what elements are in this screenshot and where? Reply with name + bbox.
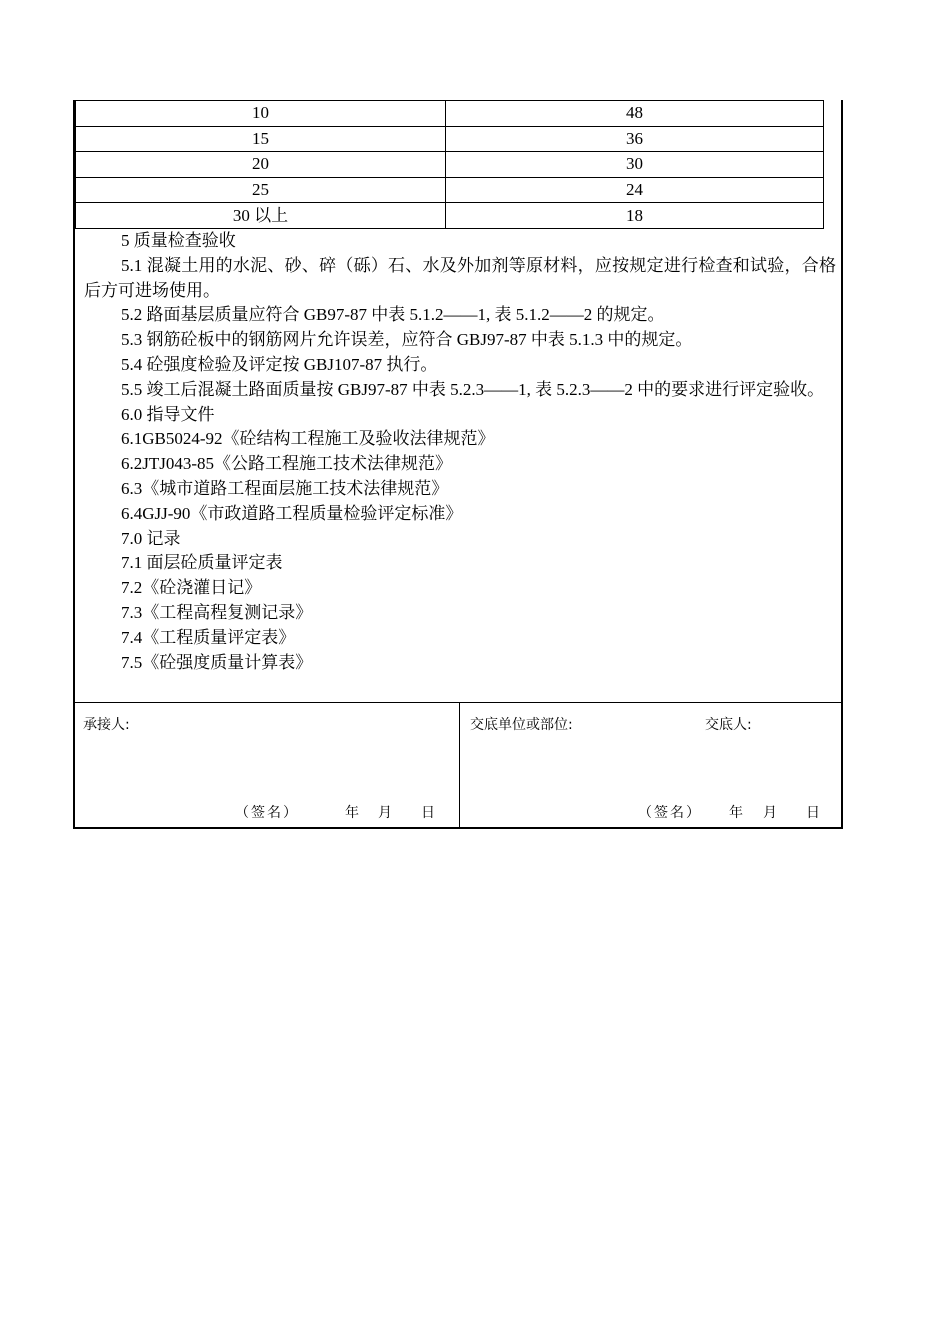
table-cell: 30 以上 [76, 203, 446, 229]
body-text [84, 229, 836, 675]
list-item: 7.1 面层砼质量评定表 [121, 553, 283, 573]
table-cell: 30 [446, 152, 824, 178]
discloser-label: 交底人: [705, 717, 752, 733]
value-table [75, 100, 824, 229]
list-item: 6.4GJJ-90《市政道路工程质量检验评定标准》 [121, 503, 463, 523]
table-row [76, 126, 824, 152]
day-label: 日 [421, 805, 437, 821]
table-row [76, 101, 824, 127]
table-row [76, 203, 824, 229]
table-cell: 25 [76, 177, 446, 203]
month-label: 月 [763, 805, 779, 821]
list-item: 7.4《工程质量评定表》 [121, 627, 296, 647]
day-label: 日 [806, 805, 822, 821]
receiver-label: 承接人: [83, 717, 130, 733]
month-label: 月 [378, 805, 394, 821]
signature-area [75, 702, 841, 828]
discloser-cell [460, 703, 841, 828]
list-item: 6.3《城市道路工程面层施工技术法律规范》 [121, 478, 449, 498]
paragraph: 5.3 钢筋砼板中的钢筋网片允许误差，应符合 GBJ97-87 中表 5.1.3 中的规定。 [121, 330, 693, 350]
receiver-cell [75, 703, 460, 828]
list-item: 7.3《工程高程复测记录》 [121, 602, 313, 622]
paragraph: 5.4 砼强度检验及评定按 GBJ107-87 执行。 [121, 354, 438, 374]
list-item: 6.1GB5024-92《砼结构工程施工及验收法律规范》 [121, 429, 495, 449]
signature-label: （签名） [235, 805, 299, 821]
table-cell: 36 [446, 126, 824, 152]
paragraph: 5.5 竣工后混凝土路面质量按 GBJ97-87 中表 5.2.3——1, 表 5.2.3——2 中的要求进行评定验收。 [121, 379, 825, 399]
list-item: 7.5《砼强度质量计算表》 [121, 652, 313, 672]
table-cell: 24 [446, 177, 824, 203]
signature-label: （签名） [638, 805, 702, 821]
table-cell: 48 [446, 101, 824, 127]
table-row [76, 152, 824, 178]
section-heading: 6.0 指导文件 [121, 404, 215, 424]
table-cell: 15 [76, 126, 446, 152]
section-heading: 7.0 记录 [121, 528, 181, 548]
table-row [76, 177, 824, 203]
table-cell: 20 [76, 152, 446, 178]
list-item: 7.2《砼浇灌日记》 [121, 578, 262, 598]
year-label: 年 [729, 805, 745, 821]
document-frame [73, 100, 843, 829]
section-heading: 5 质量检查验收 [121, 231, 236, 250]
paragraph: 5.2 路面基层质量应符合 GB97-87 中表 5.1.2——1, 表 5.1.2——2 的规定。 [121, 305, 665, 325]
table-cell: 18 [446, 203, 824, 229]
year-label: 年 [345, 805, 361, 821]
table-cell: 10 [76, 101, 446, 127]
unit-label: 交底单位或部位: [470, 717, 573, 733]
list-item: 6.2JTJ043-85《公路工程施工技术法律规范》 [121, 454, 453, 474]
paragraph: 5.1 混凝土用的水泥、砂、碎（砾）石、水及外加剂等原材料，应按规定进行检查和试验，合格后方可进场使用。 [84, 255, 836, 300]
